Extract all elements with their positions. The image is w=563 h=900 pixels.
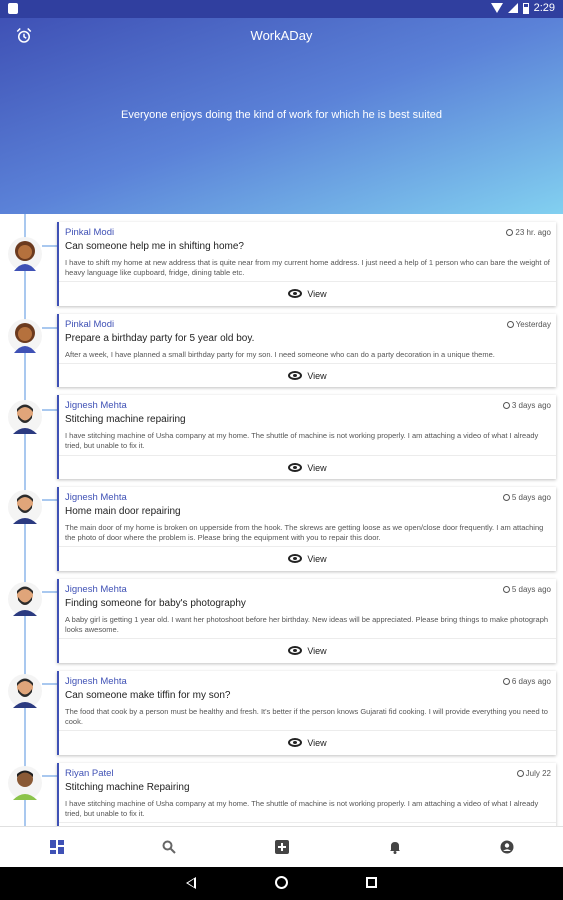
bottom-navigation [0, 826, 563, 867]
eye-icon [288, 554, 302, 563]
post-title: Can someone make tiffin for my son? [65, 690, 231, 701]
header [0, 18, 563, 214]
view-button[interactable]: View [59, 455, 556, 479]
post-time: 3 days ago [503, 401, 551, 410]
bearded-man-avatar [8, 582, 42, 616]
timeline-connector [42, 499, 57, 501]
eye-icon [288, 289, 302, 298]
post-description: I have stitching machine of Usha company at my home. The shuttle of machine is not working properly. I am attaching a video of what I already tried, but unable to fix it. [65, 431, 539, 450]
post-card[interactable] [57, 579, 556, 663]
status-icons [491, 2, 555, 14]
bearded-man-avatar [8, 400, 42, 434]
recent-apps-icon[interactable] [366, 877, 377, 888]
post-title: Finding someone for baby's photography [65, 598, 246, 609]
post-description: A baby girl is getting 1 year old. I want her photoshoot before her birthday. New ideas will be appreciated. Please bring things to make photograph looks awesome. [65, 615, 549, 634]
battery-icon [523, 3, 529, 14]
view-button[interactable]: View [59, 546, 556, 570]
post-description: The main door of my home is broken on upperside from the hook. The skrews are getting loose as we open/close door frequently. I am attaching the photo of door where the problem is. Please bring the equipment with you to repair this door. [65, 523, 544, 542]
status-bar [0, 0, 563, 18]
timeline-connector [42, 327, 57, 329]
post-author[interactable]: Pinkal Modi [65, 227, 115, 238]
clock-icon [503, 678, 510, 685]
eye-icon [288, 463, 302, 472]
back-icon[interactable] [186, 877, 196, 889]
clock-icon [503, 402, 510, 409]
timeline-connector [42, 409, 57, 411]
woman-avatar [8, 237, 42, 271]
view-button[interactable]: View [59, 363, 556, 387]
timeline-connector [42, 591, 57, 593]
post-description: The food that cook by a person must be healthy and fresh. It's better if the person knows Gujarati fid cooking. I will provide everything you need to cook. [65, 707, 548, 726]
post-title: Prepare a birthday party for 5 year old boy. [65, 333, 255, 344]
post-title: Can someone help me in shifting home? [65, 241, 244, 252]
post-author[interactable]: Jignesh Mehta [65, 584, 127, 595]
post-title: Home main door repairing [65, 506, 181, 517]
clock-icon [517, 770, 524, 777]
post-card[interactable] [57, 395, 556, 479]
post-time: 6 days ago [503, 677, 551, 686]
post-time: Yesterday [507, 320, 551, 329]
add-box-icon[interactable] [275, 840, 289, 854]
clock-icon [506, 229, 513, 236]
bell-icon[interactable] [388, 840, 402, 854]
view-button[interactable]: View [59, 638, 556, 662]
account-icon[interactable] [500, 840, 514, 854]
post-time: July 22 [517, 769, 551, 778]
timeline-connector [42, 245, 57, 247]
system-navigation-bar [0, 867, 563, 900]
eye-icon [288, 371, 302, 380]
bearded-man-avatar [8, 490, 42, 524]
post-description: I have to shift my home at new address that is quite near from my current home address. I just need a help of 1 person who can bare the weight of heavy language like cupboard, fridge, dining table etc. [65, 258, 550, 277]
post-author[interactable]: Jignesh Mehta [65, 492, 127, 503]
post-time: 23 hr. ago [506, 228, 551, 237]
view-button[interactable]: View [59, 730, 556, 754]
status-time: 2:29 [533, 2, 555, 14]
post-card[interactable] [57, 314, 556, 387]
eye-icon [288, 646, 302, 655]
clock-icon [503, 494, 510, 501]
clock-icon [507, 321, 514, 328]
timeline-connector [42, 775, 57, 777]
post-time: 5 days ago [503, 493, 551, 502]
post-feed[interactable] [0, 214, 563, 826]
post-title: Stitching machine repairing [65, 414, 186, 425]
post-time: 5 days ago [503, 585, 551, 594]
post-author[interactable]: Pinkal Modi [65, 319, 115, 330]
app-title: WorkADay [250, 28, 313, 43]
wifi-icon [491, 3, 503, 13]
header-quote: Everyone enjoys doing the kind of work for which he is best suited [120, 109, 442, 121]
timeline-connector [42, 683, 57, 685]
post-card[interactable] [57, 222, 556, 306]
post-card[interactable] [57, 671, 556, 755]
post-description: After a week, I have planned a small birthday party for my son. I need someone who can do a party decoration in a unique theme. [65, 350, 495, 359]
post-author[interactable]: Jignesh Mehta [65, 400, 127, 411]
clock-icon [503, 586, 510, 593]
eye-icon [288, 738, 302, 747]
post-description: I have stitching machine of Usha company at my home. The shuttle of machine is not working properly. I am attaching a video of what I already tried, but unable to fix it. [65, 799, 539, 818]
woman-avatar [8, 319, 42, 353]
bearded-man-avatar [8, 674, 42, 708]
home-icon[interactable] [275, 876, 288, 889]
post-card[interactable] [57, 487, 556, 571]
view-button[interactable]: View [59, 281, 556, 305]
notification-icon [8, 3, 18, 14]
dashboard-icon[interactable] [50, 840, 64, 854]
young-man-avatar [8, 766, 42, 800]
post-author[interactable]: Riyan Patel [65, 768, 114, 779]
signal-icon [508, 3, 518, 13]
post-title: Stitching machine Repairing [65, 782, 190, 793]
search-icon[interactable] [162, 840, 176, 854]
post-author[interactable]: Jignesh Mehta [65, 676, 127, 687]
